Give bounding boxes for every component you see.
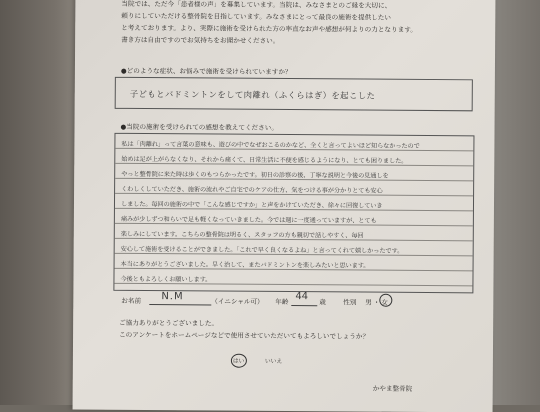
question-2-label: ●当院の施術を受けられての感想を教えてください。 [120,122,278,132]
intro-line-1: 当院では、ただ今「患者様の声」を募集しています。当院は、みなさまとのご縁を大切に、 [121,0,392,10]
name-label: お名前 [121,296,142,306]
age-unit: 歳 [319,298,326,307]
intro-line-2: 頼りにしていただける整骨院を目指しています。みなさまにとって最良の施術を提供したい [121,11,392,22]
question-2-box [113,133,474,294]
age-underline [291,305,317,306]
answer-line-1: 私は「肉離れ」って言葉の意味も、遊びの中でなぜおこるのかなど、全くと言ってよいほど知らなかったので [121,140,420,150]
intro-line-4: 書き方は自由ですのでお気持ちをお聞かせください。 [121,35,280,45]
age-value: 44 [295,291,308,303]
gender-female: 女 [381,298,388,307]
question-1-label: ●どのような症状、お悩みで施術を受けられていますか？ [120,66,292,77]
gender-male: 男 [365,298,372,307]
answer-line-7: 楽しみにしています。こちらの整骨院は明るく、スタッフの方も親切で話しやすく、毎回 [120,230,364,240]
name-underline [149,304,211,305]
answer-line-5: しました。毎回の施術の中で「こんな感じですか」と声をかけていただき、徐々に回復していき [120,200,383,210]
intro-line-3: と考えております。より、実際に施術を受けられた方の率直なお声や感想が何よりの力となります。 [121,23,417,34]
permission-question: このアンケートをホームページなどで使用させていただいてもよろしいでしょうか？ [119,330,370,341]
answer-line-3: やっと整骨院に来た時は歩くのもつらかったです。初日の診察の後、丁寧な説明と今後の見通しを [121,170,389,180]
answer-line-8: 安心して施術を受けることができました。「これで早く良くなるよね」と言ってくれて嬉しかったです。 [120,245,404,255]
answer-line-6: 痛みが少しずつ和らいで足も軽くなっていきました。今では週に一度通っていますが、とても [120,215,377,225]
answer-line-10: 今後ともよろしくお願いします。 [120,275,212,284]
desk-background-left [0,0,78,405]
no-option: いいえ [264,358,283,365]
age-label: 年齢 [275,297,289,307]
thanks-text: ご協力ありがとうございました。 [119,318,219,328]
gender-separator: ・ [373,298,380,307]
answer-line-4: くわしくしていただき、施術の流れやご自宅でのケアの仕方、気をつける事が分かりとても安心 [121,185,383,195]
question-1-answer: 子どもとバドミントンをして肉離れ（ふくらはぎ）を起こした [129,88,376,101]
survey-sheet [73,0,496,412]
answer-line-2: 始めは足が上がらなくなり、それから痛くて、日常生活に不便を感じるようになり、とても困りました。 [121,155,408,165]
gender-label: 性別 [343,298,357,307]
name-note: （イニシャル可） [211,297,264,306]
clinic-name: かやま整骨院 [372,384,413,393]
yes-option: はい [232,358,245,365]
name-value: N.M [161,291,184,303]
answer-line-9: 本当にありがとうございました。早く治して、またバドミントンを楽しみたいと思います。 [120,260,370,270]
question-1-box [115,77,473,111]
